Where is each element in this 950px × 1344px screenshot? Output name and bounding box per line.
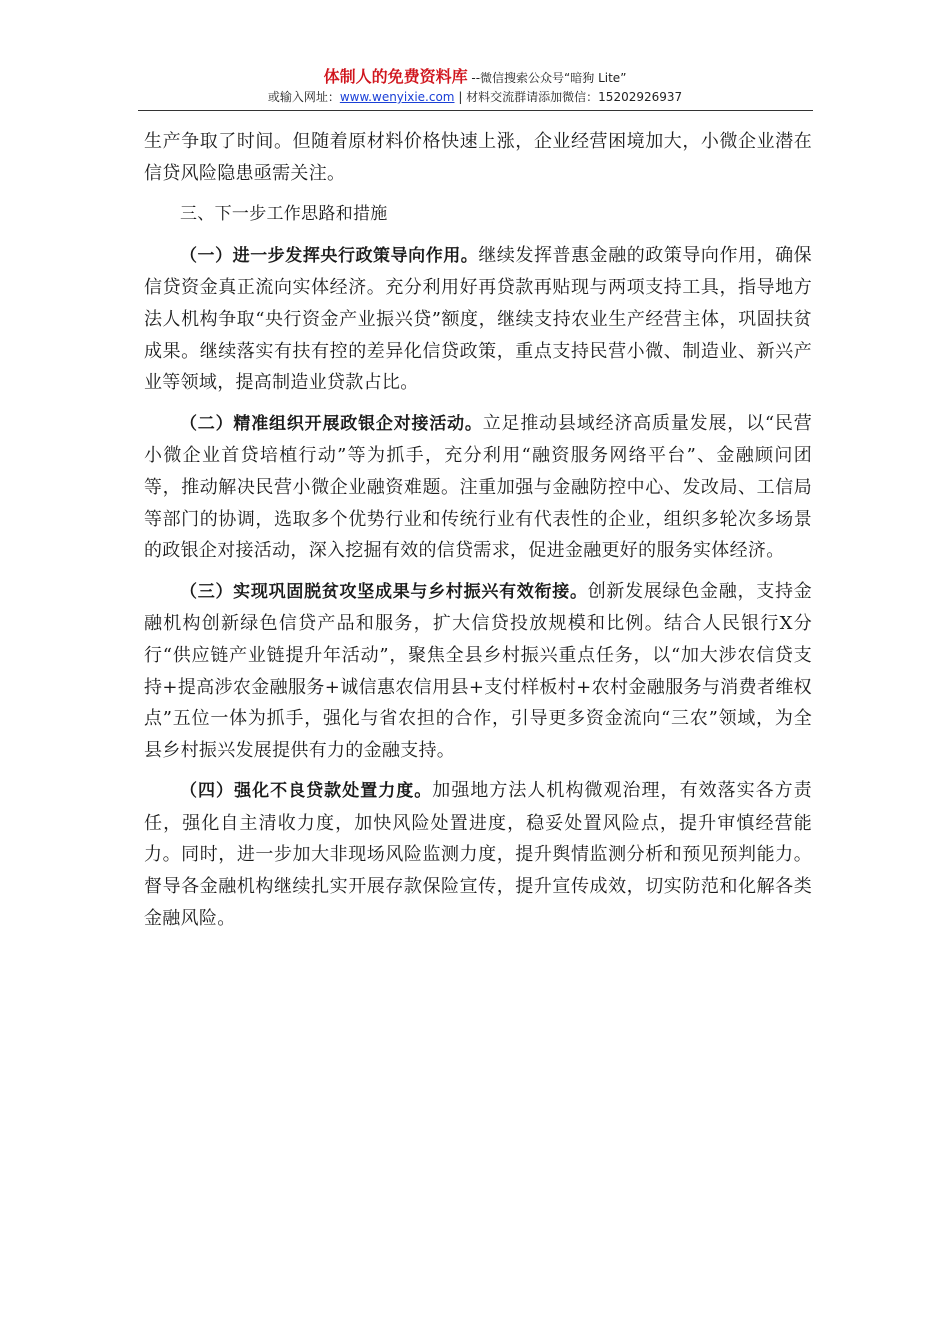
measure-body-3: 创新发展绿色金融，支持金融机构创新绿色信贷产品和服务，扩大信贷投放规模和比例。结合人民银行X分行“供应链产业链提升年活动”，聚焦全县乡村振兴重点任务，以“加大涉农信贷支持+提高涉农金融服务+诚信惠农信用县+支付样板村+农村金融服务与消费者维权点”五位一体为抓手，强化与省农担的合作，引导更多资金流向“三农”领域，为全县乡村振兴发展提供有力的金融支持。: [144, 580, 812, 761]
header-tagline: --微信搜索公众号“暗狗 Lite”: [467, 71, 627, 85]
measure-body-1: 继续发挥普惠金融的政策导向作用，确保信贷资金真正流向实体经济。充分利用好再贷款再贴现与两项支持工具，指导地方法人机构争取“央行资金产业振兴贷”额度，继续支持农业生产经营主体，巩固扶贫成果。继续落实有扶有控的差异化信贷政策，重点支持民营小微、制造业、新兴产业等领域，提高制造业贷款占比。: [144, 244, 812, 394]
header-url-prefix: 或输入网址：: [267, 90, 340, 104]
measure-paragraph-4: [144, 775, 812, 934]
measure-heading-2: （二）精准组织开展政银企对接活动。: [180, 413, 483, 434]
section-title: 三、下一步工作思路和措施: [180, 204, 388, 225]
measure-body-4: 加强地方法人机构微观治理，有效落实各方责任，强化自主清收力度，加快风险处置进度，稳妥处置风险点，提升审慎经营能力。同时，进一步加大非现场风险监测力度，提升舆情监测分析和预见预判能力。督导各金融机构继续扎实开展存款保险宣传，提升宣传成效，切实防范和化解各类金融风险。: [144, 780, 812, 929]
header-contact-line: [0, 88, 950, 106]
page-header: [0, 66, 950, 106]
measure-paragraph-2: [144, 408, 812, 567]
measure-heading-1: （一）进一步发挥央行政策导向作用。: [180, 245, 479, 266]
header-website-link[interactable]: www.wenyixie.com: [339, 90, 455, 104]
header-banner: [0, 66, 950, 88]
header-divider: [138, 110, 813, 111]
section-heading: [144, 198, 812, 231]
document-body: [144, 126, 812, 934]
paragraph-continued: 生产争取了时间。但随着原材料价格快速上涨，企业经营困境加大，小微企业潜在信贷风险隐患亟需关注。: [144, 131, 812, 184]
measure-paragraph-1: [144, 240, 812, 399]
header-contact: | 材料交流群请添加微信：15202926937: [454, 90, 683, 104]
measure-paragraph-3: [144, 576, 812, 767]
measure-body-2: 立足推动县域经济高质量发展，以“民营小微企业首贷培植行动”等为抓手，充分利用“融资服务网络平台”、金融顾问团等，推动解决民营小微企业融资难题。注重加强与金融防控中心、发改局、工信局等部门的协调，选取多个优势行业和传统行业有代表性的企业，组织多轮次多场景的政银企对接活动，深入挖掘有效的信贷需求，促进金融更好的服务实体经济。: [144, 412, 812, 562]
header-brand: 体制人的免费资料库: [323, 67, 468, 86]
measure-heading-3: （三）实现巩固脱贫攻坚成果与乡村振兴有效衔接。: [180, 581, 588, 602]
measure-heading-4: （四）强化不良贷款处置力度。: [180, 781, 433, 802]
